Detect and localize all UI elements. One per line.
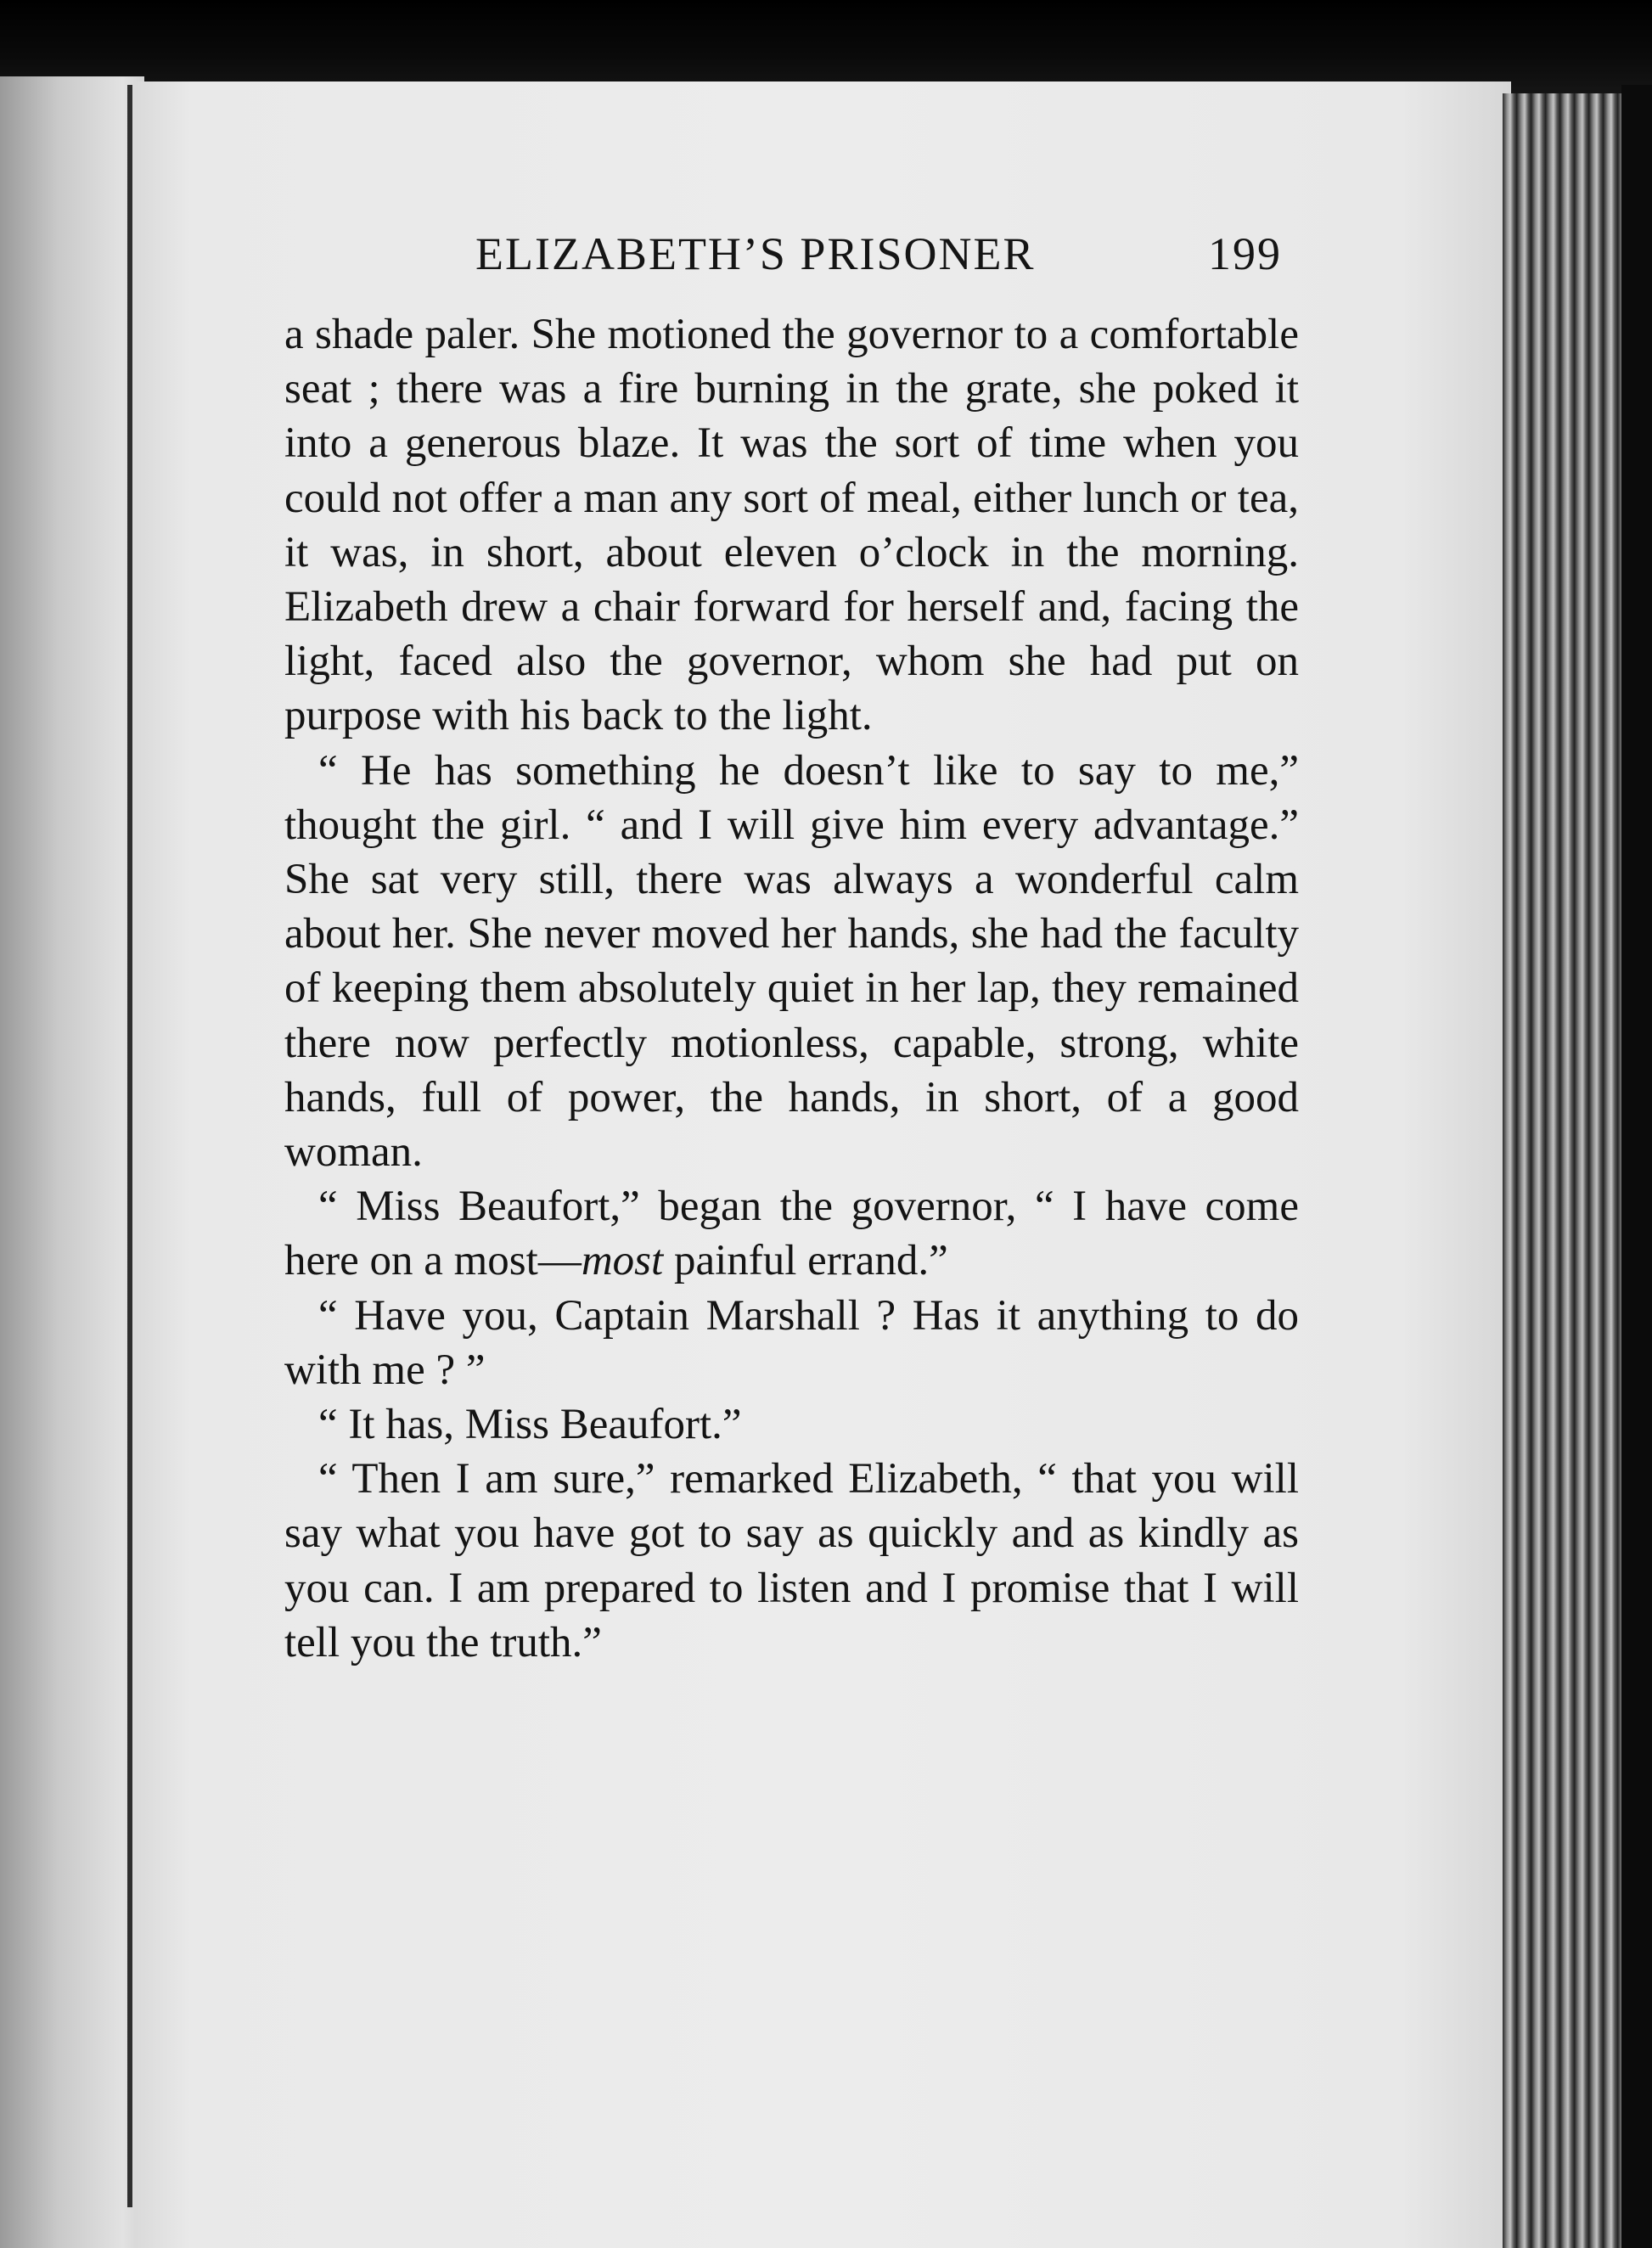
right-shadow [1621, 85, 1652, 2248]
paragraph-3-end: painful errand.” [663, 1237, 948, 1285]
paragraph-3-italic: most [581, 1237, 664, 1285]
top-shadow [0, 0, 1652, 93]
paragraph-6: “ Then I am sure,” remarked Elizabeth, “ that you will say what you have got to say as quickly and as kindly as you can. I am prepared to listen and I promise that I will tell you the truth.” [284, 1455, 1299, 1666]
body-text [284, 307, 1299, 1670]
page-number: 199 [1208, 228, 1282, 279]
paragraph-5: “ It has, Miss Beaufort.” [318, 1401, 742, 1449]
running-title: ELIZABETH’S PRISONER [475, 228, 1036, 279]
paragraph-3 [284, 1179, 1299, 1288]
paragraph-2: “ He has something he doesn’t like to say to me,” thought the girl. “ and I will give him every advantage.” She sat very still, there was always a wonderful calm about her. She never moved her hands, she had the faculty of keeping them absolutely quiet in her lap, they remained there now perfectly motionless, capable, strong, white hands, full of power, the hands, in short, of a good woman. [284, 746, 1299, 1177]
binding-line [127, 85, 132, 2207]
page-edges [1503, 93, 1630, 2248]
paragraph-3-start: “ Miss Beaufort,” began the governor, “ I have come here on a most— [284, 1183, 1299, 1285]
paragraph-1: a shade paler. She motioned the governor to a comfortable seat ; there was a fire burning in the grate, she poked it into a generous blaze. It was the sort of time when you could not offer a man any sort of meal, either lunch or tea, it was, in short, about eleven o’clock in the morning. Elizabeth drew a chair forward for herself and, facing the light, faced also the governor, whom she had put on purpose with his back to the light. [284, 311, 1299, 740]
running-head [475, 228, 1282, 304]
paragraph-4: “ Have you, Captain Marshall ? Has it anything to do with me ? ” [284, 1291, 1299, 1394]
facing-page-gutter [0, 76, 144, 2248]
